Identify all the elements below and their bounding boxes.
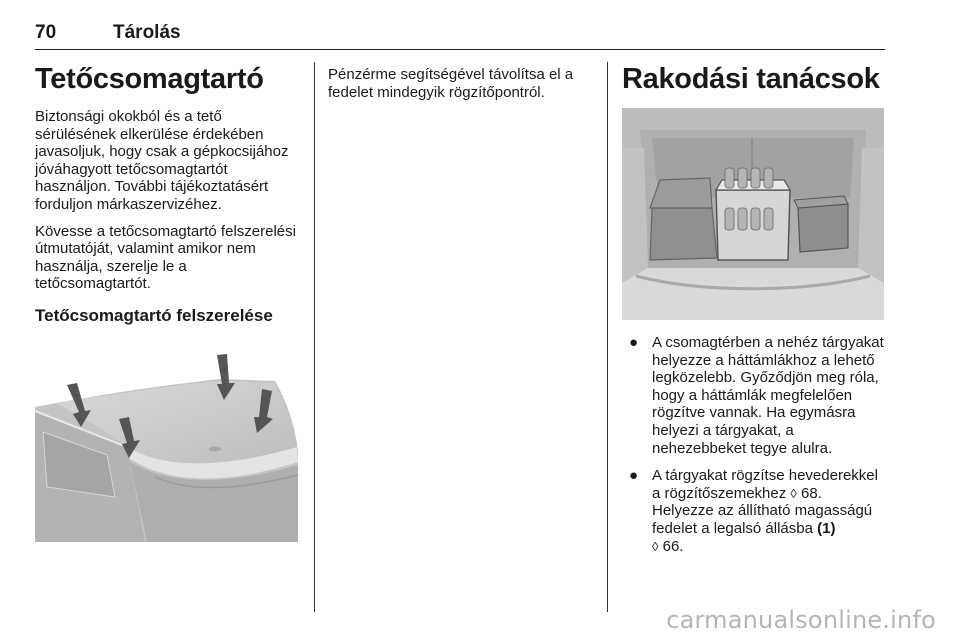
roof-rack-para-2: Kövesse a tetőcsomagtartó felszerelési útmutatóját, valamint amikor nem használja, szerelje le a tetőcsomagtartót. <box>35 222 296 293</box>
watermark: carmanualsonline.info <box>666 606 936 634</box>
bullet-icon: ● <box>629 467 639 485</box>
section-title: Tárolás <box>113 22 181 43</box>
roof-illustration-svg <box>35 337 298 542</box>
roof-rack-heading: Tetőcsomagtartó <box>35 63 264 95</box>
roof-rack-para-1: Biztonsági okokból és a tető sérülésének elkerülése érdekében javasoljuk, hogy csak a gépkocsijához jóváhagyott tetőcsomagtartót használjon. További tájékoztatásért forduljon márkaszervizéhez. <box>35 108 289 213</box>
right-column <box>622 62 888 565</box>
list-item <box>622 334 888 457</box>
column-divider-2 <box>607 62 608 612</box>
roof-illustration <box>35 337 298 542</box>
roof-rack-install-heading: Tetőcsomagtartó felszerelése <box>35 305 273 325</box>
page-header <box>35 22 885 50</box>
trunk-illustration-svg <box>622 108 884 320</box>
position-label: (1) <box>817 519 836 537</box>
loading-tips-list <box>622 334 888 555</box>
loading-tips-heading: Rakodási tanácsok <box>622 63 880 95</box>
page-reference-68[interactable] <box>790 485 821 502</box>
page-number: 70 <box>35 22 57 43</box>
left-column <box>35 62 301 542</box>
coin-instruction: Pénzérme segítségével távolítsa el a fedelet mindegyik rögzítőpontról. <box>328 66 574 101</box>
reference-arrow-icon: ◊ <box>652 538 659 554</box>
list-item <box>622 467 888 555</box>
reference-page: 66. <box>662 537 684 555</box>
loading-tip-1: A csomagtérben a nehéz tárgyakat helyezze a háttámlákhoz a lehető legközelebb. Győződjön meg róla, hogy a háttámlák megfelelően rögzítve vannak. Ha egymásra helyezi a tárgyakat, a nehezebbeket tegye alulra. <box>652 334 884 457</box>
loading-tip-2b: Helyezze az állítható magasságú fedelet a legalsó állásba <box>652 502 873 537</box>
loading-tip-2a: A tárgyakat rögzítse hevederekkel a rögzítőszemekhez <box>652 467 878 502</box>
reference-arrow-icon: ◊ <box>790 485 797 501</box>
trunk-illustration <box>622 108 884 320</box>
page-reference-66[interactable] <box>652 538 683 555</box>
reference-page: 68. <box>801 484 822 502</box>
middle-column <box>328 62 596 110</box>
header-rule <box>35 49 885 50</box>
column-divider-1 <box>314 62 315 612</box>
bullet-icon: ● <box>629 334 639 351</box>
